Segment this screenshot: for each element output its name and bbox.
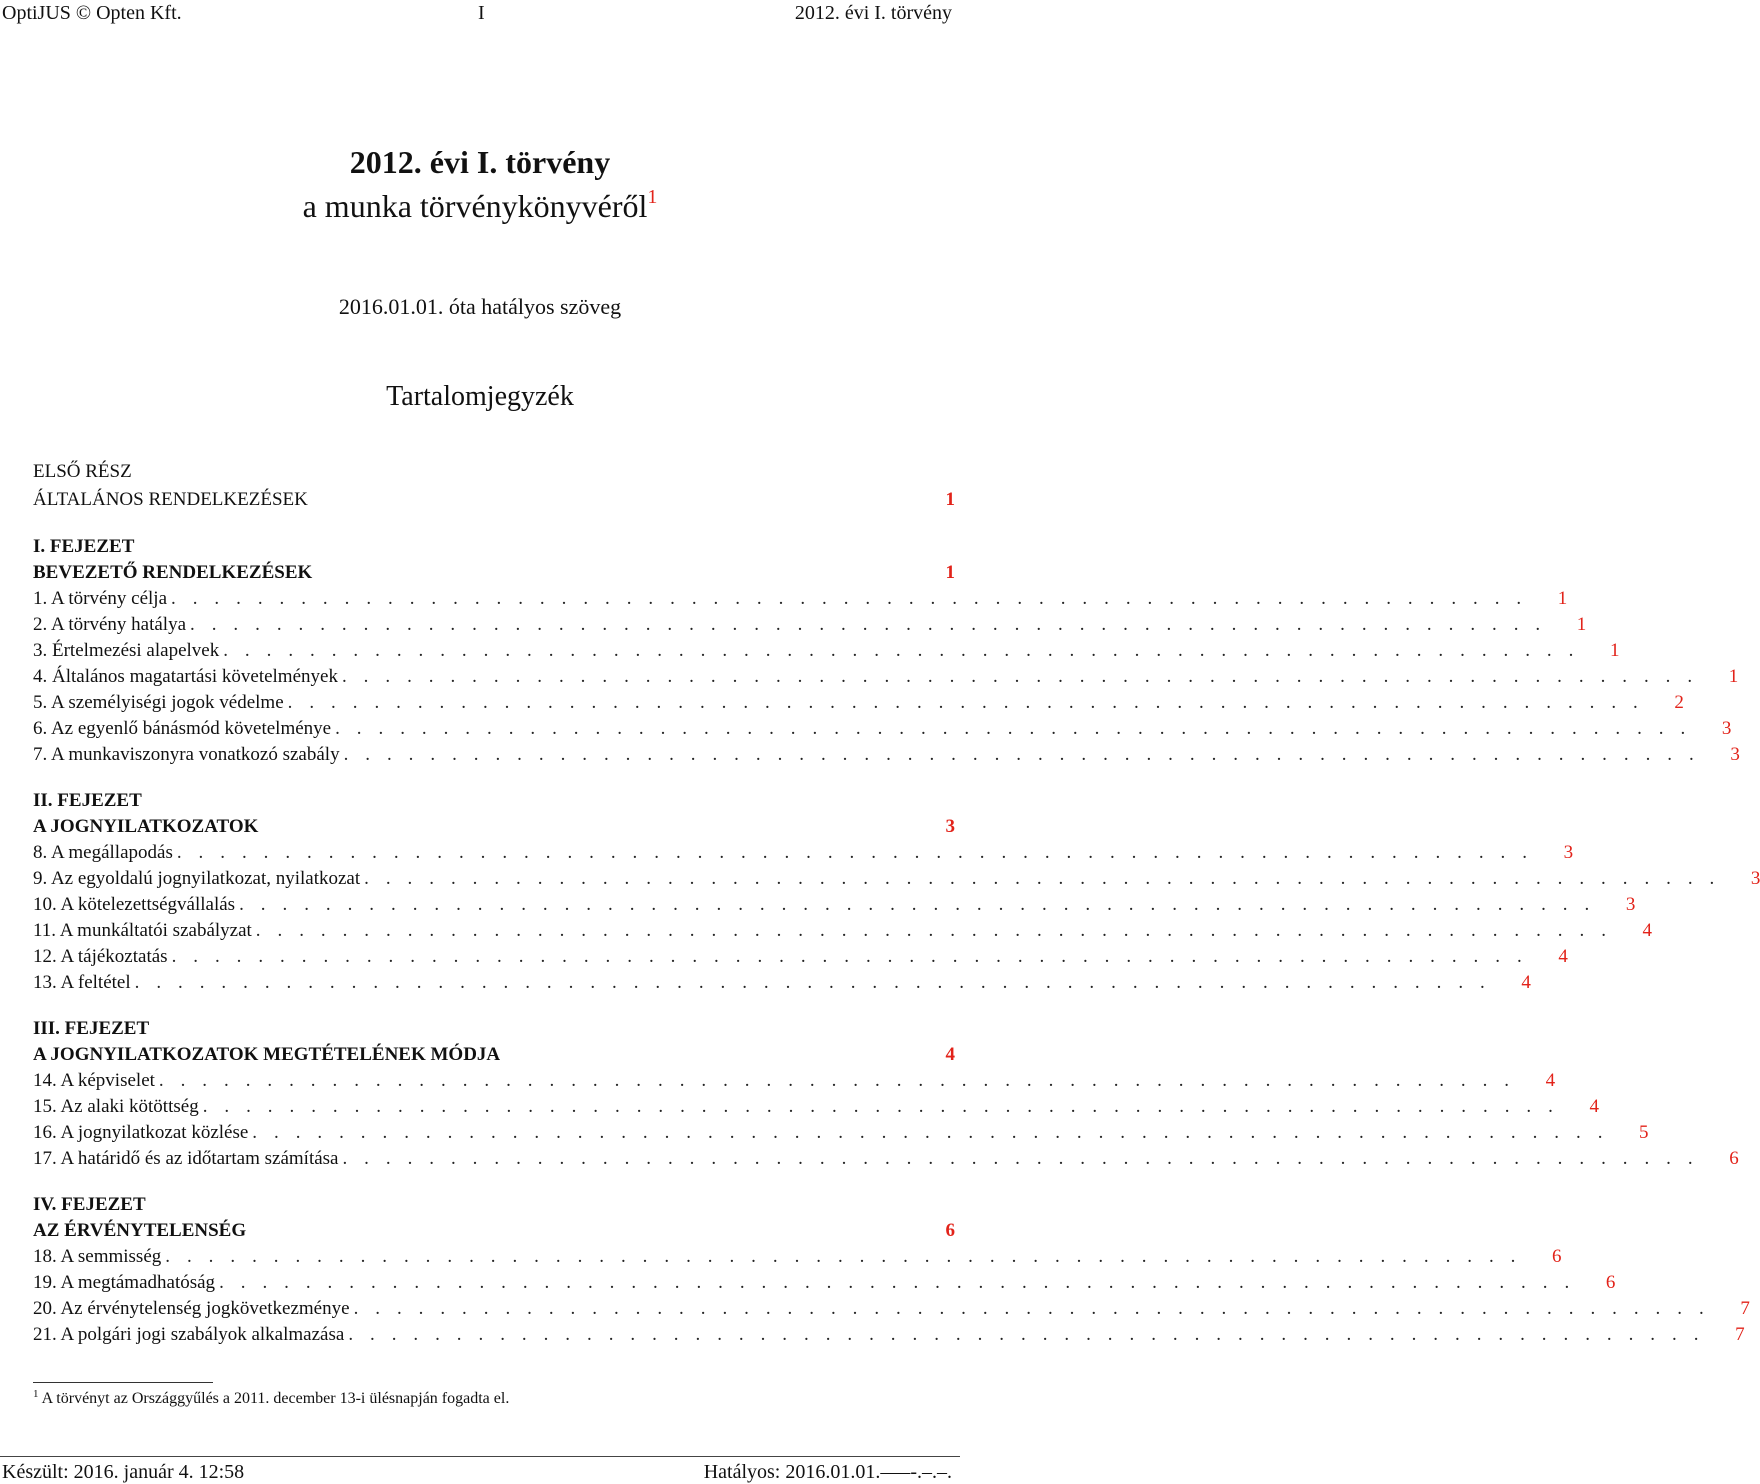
toc-page-link[interactable]: 1 — [1557, 588, 1568, 609]
document-subtitle — [0, 184, 960, 228]
chapter-number: I. FEJEZET — [33, 536, 135, 557]
part-title-row — [33, 486, 955, 514]
chapter-page-link[interactable]: 4 — [945, 1044, 955, 1065]
toc-entry-label: 16. A jognyilatkozat közlése — [33, 1122, 249, 1143]
toc-leader-dots: . . . . . . . . . . . . . . . . . . . . . . . . . . . . . . . . . . . . . . . . . . . . . . . . . . . . . . . . . . . . . . . — [223, 640, 1580, 661]
toc-entry-label: 19. A megtámadhatóság — [33, 1272, 216, 1293]
toc-page-link[interactable]: 3 — [1563, 842, 1574, 863]
header-part-number: I — [478, 2, 485, 24]
toc-page-link[interactable]: 1 — [1609, 640, 1620, 661]
toc-page-link[interactable]: 4 — [1589, 1096, 1599, 1117]
footer-effective: Hatályos: 2016.01.01.–––-.–.–. — [703, 1461, 952, 1483]
chapter-title: A JOGNYILATKOZATOK MEGTÉTELÉNEK MÓDJA — [33, 1044, 501, 1065]
toc-entry[interactable] — [33, 1270, 1616, 1296]
toc-leader-dots: . . . . . . . . . . . . . . . . . . . . . . . . . . . . . . . . . . . . . . . . . . . . . . . . . . . . . . . . . . . . . . . — [348, 1324, 1705, 1345]
toc-entry-label: 7. A munkaviszonyra vonatkozó szabály — [33, 744, 340, 765]
chapter-title-row[interactable] — [33, 560, 955, 586]
toc-page-link[interactable]: 6 — [1552, 1246, 1562, 1267]
toc-chapter — [33, 1192, 1750, 1348]
part-label: ELSŐ RÉSZ — [33, 461, 132, 482]
toc-entry-label: 3. Értelmezési alapelvek — [33, 640, 220, 661]
toc-entry[interactable] — [33, 638, 1620, 664]
toc-entry-label: 5. A személyiségi jogok védelme — [33, 692, 284, 713]
toc-leader-dots: . . . . . . . . . . . . . . . . . . . . . . . . . . . . . . . . . . . . . . . . . . . . . . . . . . . . . . . . . . . . . . . — [343, 744, 1700, 765]
toc-page-link[interactable]: 4 — [1558, 946, 1568, 967]
chapter-page-link[interactable]: 1 — [945, 562, 955, 583]
toc-entry[interactable] — [33, 944, 1568, 970]
document-title: 2012. évi I. törvény — [349, 144, 611, 180]
toc-chapter — [33, 788, 1760, 996]
chapters-list — [33, 534, 1760, 1348]
document-subtitle-text: a munka törvénykönyvéről — [302, 188, 648, 224]
toc-page-link[interactable]: 3 — [1750, 868, 1760, 889]
chapter-title: A JOGNYILATKOZATOK — [33, 816, 259, 837]
toc-entry-label: 21. A polgári jogi szabályok alkalmazása — [33, 1324, 345, 1345]
header-publisher: OptiJUS © Opten Kft. — [2, 2, 182, 24]
toc-page-link[interactable]: 7 — [1740, 1298, 1750, 1319]
chapter-title-row[interactable] — [33, 1218, 955, 1244]
chapter-page-link[interactable]: 3 — [945, 816, 955, 837]
toc-entry-label: 17. A határidő és az időtartam számítása — [33, 1148, 339, 1169]
toc-page-link[interactable]: 3 — [1625, 894, 1636, 915]
effective-text: 2016.01.01. óta hatályos szöveg — [338, 294, 622, 319]
part-title: ÁLTALÁNOS RENDELKEZÉSEK — [33, 489, 308, 510]
toc-entry-label: 1. A törvény célja — [33, 588, 168, 609]
toc-entry-label: 8. A megállapodás — [33, 842, 173, 863]
toc-leader-dots: . . . . . . . . . . . . . . . . . . . . . . . . . . . . . . . . . . . . . . . . . . . . . . . . . . . . . . . . . . . . . . . — [171, 588, 1528, 609]
toc-title: Tartalomjegyzék — [386, 381, 574, 412]
toc-leader-dots: . . . . . . . . . . . . . . . . . . . . . . . . . . . . . . . . . . . . . . . . . . . . . . . . . . . . . . . . . . . . . . . — [252, 1122, 1609, 1143]
toc-page-link[interactable]: 4 — [1642, 920, 1653, 941]
toc-entry-label: 14. A képviselet — [33, 1070, 155, 1091]
toc-page-link[interactable]: 1 — [1728, 666, 1739, 687]
toc-entry[interactable] — [33, 840, 1574, 866]
toc-leader-dots: . . . . . . . . . . . . . . . . . . . . . . . . . . . . . . . . . . . . . . . . . . . . . . . . . . . . . . . . . . . . . . . — [335, 718, 1692, 739]
toc-leader-dots: . . . . . . . . . . . . . . . . . . . . . . . . . . . . . . . . . . . . . . . . . . . . . . . . . . . . . . . . . . . . . . . — [341, 666, 1699, 687]
toc-entry[interactable] — [33, 1322, 1745, 1348]
toc-entry[interactable] — [33, 970, 1531, 996]
toc-entry[interactable] — [33, 586, 1568, 612]
header-law-name: 2012. évi I. törvény — [794, 2, 952, 24]
toc-entry[interactable] — [33, 866, 1760, 892]
page-footer — [0, 1460, 960, 1484]
toc-entry-label: 18. A semmisség — [33, 1246, 162, 1267]
toc-leader-dots: . . . . . . . . . . . . . . . . . . . . . . . . . . . . . . . . . . . . . . . . . . . . . . . . . . . . . . . . . . . . . . . — [176, 842, 1534, 863]
toc-page-link[interactable]: 3 — [1730, 744, 1740, 765]
toc-entry-label: 20. Az érvénytelenség jogkövetkezménye — [33, 1298, 350, 1319]
toc-leader-dots: . . . . . . . . . . . . . . . . . . . . . . . . . . . . . . . . . . . . . . . . . . . . . . . . . . . . . . . . . . . . . . . — [158, 1070, 1516, 1091]
footnote-ref-link[interactable]: 1 — [647, 186, 658, 208]
toc-leader-dots: . . . . . . . . . . . . . . . . . . . . . . . . . . . . . . . . . . . . . . . . . . . . . . . . . . . . . . . . . . . . . . . — [239, 894, 1596, 915]
chapter-page-link[interactable]: 6 — [945, 1220, 955, 1241]
table-of-contents — [33, 458, 1760, 1348]
toc-entry[interactable] — [33, 742, 1740, 768]
toc-entry[interactable] — [33, 716, 1732, 742]
toc-entry-label: 10. A kötelezettségvállalás — [33, 894, 236, 915]
toc-leader-dots: . . . . . . . . . . . . . . . . . . . . . . . . . . . . . . . . . . . . . . . . . . . . . . . . . . . . . . . . . . . . . . . — [342, 1148, 1699, 1169]
footnote-text: A törvényt az Országgyűlés a 2011. december 13-i ülésnapján fogadta el. — [41, 1390, 510, 1407]
toc-entry-label: 4. Általános magatartási követelmények — [33, 666, 338, 687]
title-block — [0, 140, 960, 228]
toc-leader-dots: . . . . . . . . . . . . . . . . . . . . . . . . . . . . . . . . . . . . . . . . . . . . . . . . . . . . . . . . . . . . . . . — [171, 946, 1528, 967]
toc-entry-label: 11. A munkáltatói szabályzat — [33, 920, 252, 941]
toc-page-link[interactable]: 6 — [1729, 1148, 1739, 1169]
toc-chapter — [33, 1016, 1739, 1172]
toc-entry-label: 13. A feltétel — [33, 972, 131, 993]
toc-entry-label: 2. A törvény hatálya — [33, 614, 187, 635]
toc-chapter — [33, 534, 1740, 768]
toc-page-link[interactable]: 5 — [1639, 1122, 1649, 1143]
toc-entry[interactable] — [33, 1244, 1562, 1270]
toc-entry[interactable] — [33, 1296, 1750, 1322]
chapter-number: II. FEJEZET — [33, 790, 142, 811]
toc-entry[interactable] — [33, 612, 1587, 638]
toc-entry-label: 6. Az egyenlő bánásmód követelménye — [33, 718, 332, 739]
running-header — [0, 0, 960, 26]
toc-leader-dots: . . . . . . . . . . . . . . . . . . . . . . . . . . . . . . . . . . . . . . . . . . . . . . . . . . . . . . . . . . . . . . . — [364, 868, 1721, 889]
toc-page-link[interactable]: 4 — [1521, 972, 1531, 993]
chapter-number: III. FEJEZET — [33, 1018, 150, 1039]
toc-entry[interactable] — [33, 1094, 1599, 1120]
toc-page-link[interactable]: 1 — [1576, 614, 1587, 635]
toc-leader-dots: . . . . . . . . . . . . . . . . . . . . . . . . . . . . . . . . . . . . . . . . . . . . . . . . . . . . . . . . . . . . . . . — [134, 972, 1491, 993]
toc-entry-label: 15. Az alaki kötöttség — [33, 1096, 199, 1117]
footnote-divider — [33, 1382, 213, 1383]
chapter-title-row[interactable] — [33, 1042, 955, 1068]
toc-page-link[interactable]: 4 — [1545, 1070, 1556, 1091]
toc-entry[interactable] — [33, 664, 1739, 690]
toc-leader-dots: . . . . . . . . . . . . . . . . . . . . . . . . . . . . . . . . . . . . . . . . . . . . . . . . . . . . . . . . . . . . . . . — [202, 1096, 1559, 1117]
toc-page-link[interactable]: 3 — [1721, 718, 1732, 739]
chapter-number: IV. FEJEZET — [33, 1194, 146, 1215]
toc-leader-dots: . . . . . . . . . . . . . . . . . . . . . . . . . . . . . . . . . . . . . . . . . . . . . . . . . . . . . . . . . . . . . . . — [287, 692, 1644, 713]
footnote-number: 1 — [33, 1388, 39, 1400]
toc-entry[interactable] — [33, 892, 1636, 918]
toc-entry[interactable] — [33, 1120, 1649, 1146]
toc-leader-dots: . . . . . . . . . . . . . . . . . . . . . . . . . . . . . . . . . . . . . . . . . . . . . . . . . . . . . . . . . . . . . . . — [353, 1298, 1710, 1319]
footnote — [33, 1388, 509, 1410]
toc-entry[interactable] — [33, 690, 1684, 716]
toc-entry[interactable] — [33, 1146, 1739, 1172]
toc-leader-dots: . . . . . . . . . . . . . . . . . . . . . . . . . . . . . . . . . . . . . . . . . . . . . . . . . . . . . . . . . . . . . . . — [165, 1246, 1522, 1267]
toc-entry[interactable] — [33, 1068, 1556, 1094]
chapter-title: BEVEZETŐ RENDELKEZÉSEK — [33, 562, 313, 583]
footer-divider — [0, 1456, 960, 1457]
toc-leader-dots: . . . . . . . . . . . . . . . . . . . . . . . . . . . . . . . . . . . . . . . . . . . . . . . . . . . . . . . . . . . . . . . — [219, 1272, 1576, 1293]
footer-created: Készült: 2016. január 4. 12:58 — [2, 1461, 245, 1483]
chapter-title-row[interactable] — [33, 814, 955, 840]
toc-page-link[interactable]: 2 — [1674, 692, 1684, 713]
part-page-link[interactable]: 1 — [945, 489, 955, 510]
toc-leader-dots: . . . . . . . . . . . . . . . . . . . . . . . . . . . . . . . . . . . . . . . . . . . . . . . . . . . . . . . . . . . . . . . — [255, 920, 1613, 941]
toc-page-link[interactable]: 6 — [1605, 1272, 1616, 1293]
toc-entry-label: 9. Az egyoldalú jognyilatkozat, nyilatkozat — [33, 868, 361, 889]
toc-leader-dots: . . . . . . . . . . . . . . . . . . . . . . . . . . . . . . . . . . . . . . . . . . . . . . . . . . . . . . . . . . . . . . . — [190, 614, 1547, 635]
toc-page-link[interactable]: 7 — [1735, 1324, 1745, 1345]
toc-entry[interactable] — [33, 918, 1653, 944]
toc-part[interactable] — [33, 458, 955, 514]
toc-entry-label: 12. A tájékoztatás — [33, 946, 168, 967]
chapter-title: AZ ÉRVÉNYTELENSÉG — [33, 1220, 247, 1241]
